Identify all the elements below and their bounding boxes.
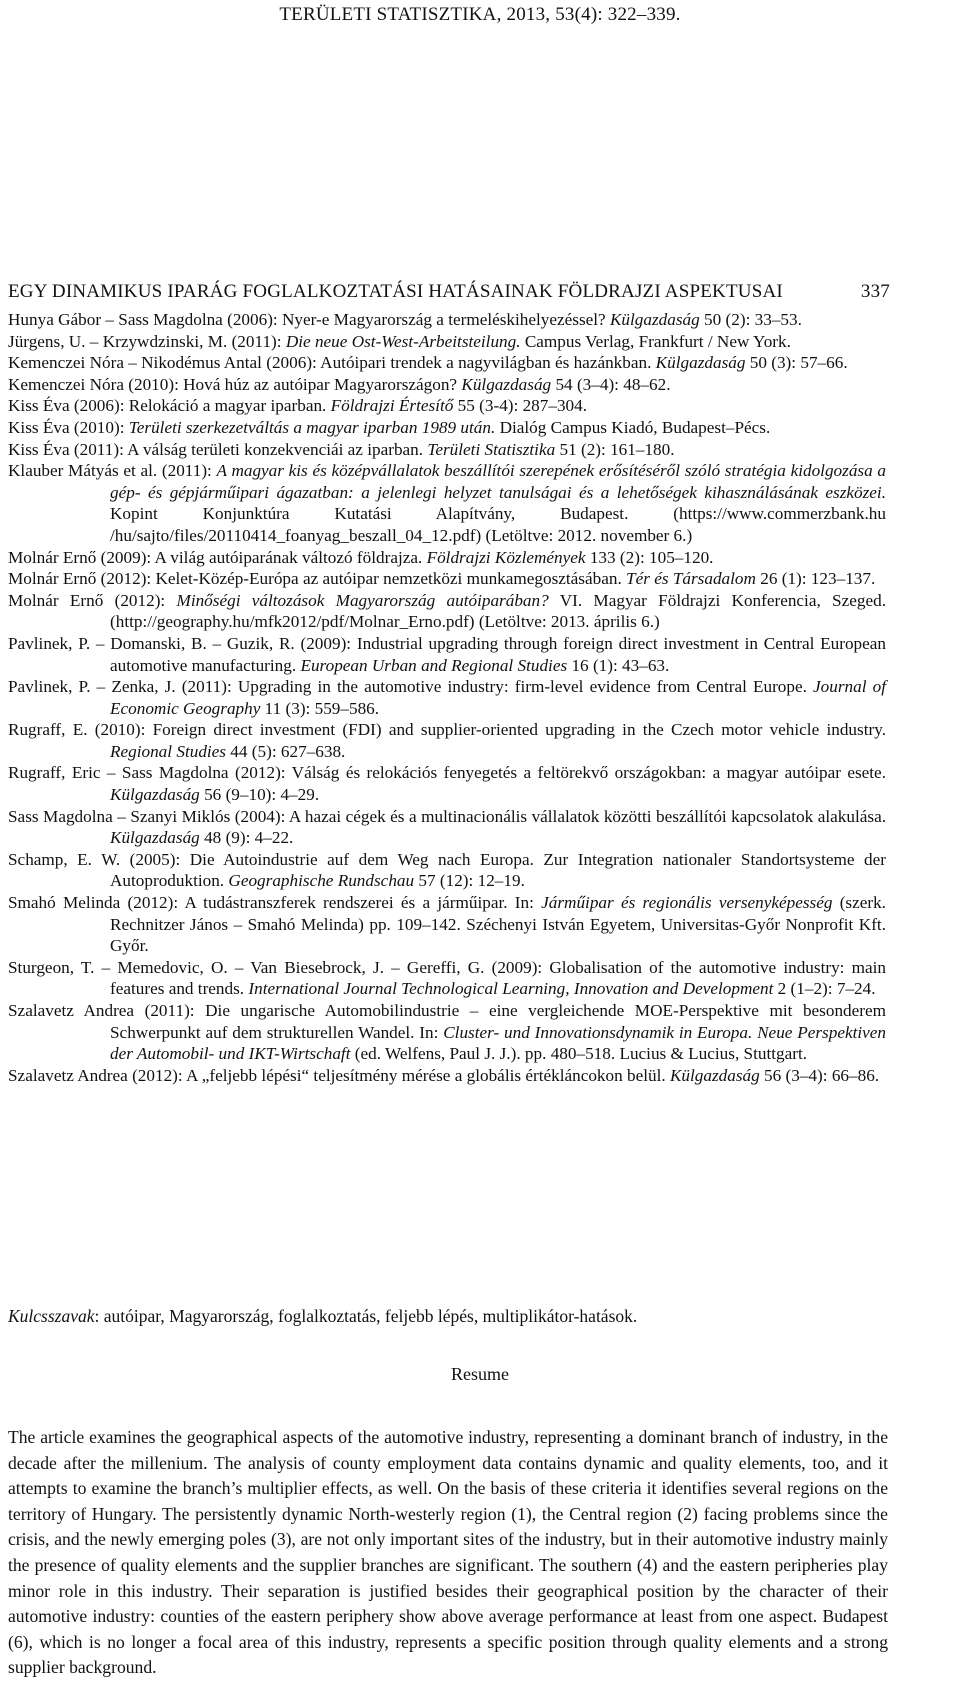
reference-text-part: 50 (2): 33–53. (699, 310, 802, 329)
reference-text-part: Jürgens, U. – Krzywdzinski, M. (2011): (8, 331, 286, 351)
reference-text-part: 11 (3): 559–586. (260, 698, 380, 718)
reference-text-part: 51 (2): 161–180. (555, 439, 675, 459)
reference-text-part: 55 (3-4): 287–304. (453, 396, 588, 416)
reference-text-part: 44 (5): 627–638. (226, 741, 346, 761)
reference-text-part: Kiss Éva (2011): A válság területi konzekvenciái az iparban. (8, 439, 428, 459)
reference-entry (8, 460, 886, 546)
reference-italic-part: Területi szerkezetváltás a magyar iparban 1989 után. (128, 417, 496, 437)
reference-text-part: Kemenczei Nóra – Nikodémus Antal (2006): Autóipari trendek a nagyvilágban és hazánkban. (8, 353, 656, 373)
reference-text-part: Rugraff, E. (2010): Foreign direct investment (FDI) and supplier-oriented upgrading in the Czech motor vehicle industry. (8, 720, 886, 740)
reference-entry (8, 590, 886, 633)
reference-entry (8, 547, 886, 569)
reference-entry (8, 331, 886, 353)
reference-text-part: 16 (1): 43–63. (567, 655, 670, 675)
reference-text-part: Klauber Mátyás et al. (2011): (8, 461, 217, 481)
reference-text-part: 57 (12): 12–19. (414, 871, 525, 891)
reference-italic-part: Geographische Rundschau (228, 871, 415, 891)
reference-italic-part: Die neue Ost-West-Arbeitsteilung. (285, 331, 521, 351)
reference-entry (8, 1000, 886, 1065)
reference-text-part: Rugraff, Eric – Sass Magdolna (2012): Válság és relokációs fenyegetés a feltörekvő országokban: a magyar autóipar esete. (8, 763, 886, 783)
reference-text-part: Szalavetz Andrea (2011): Die ungarische Automobilindustrie – eine vergleichende MOE-Perspektive mit besonderem Schwerpunkt auf dem strukturellen Wandel. In: (8, 1001, 886, 1042)
reference-entry (8, 1065, 886, 1087)
reference-text-part: 133 (2): 105–120. (585, 547, 714, 567)
reference-text-part: (szerk. Rechnitzer János – Smahó Melinda) pp. 109–142. Széchenyi István Egyetem, Universitas-Győr Nonprofit Kft. Győr. (110, 893, 886, 956)
reference-text-part: Pavlinek, P. – Domanski, B. – Guzik, R. (2009): Industrial upgrading through foreign direct investment in Central European automotive manufacturing. (8, 633, 886, 675)
running-head: TERÜLETI STATISZTIKA, 2013, 53(4): 322–339. (279, 4, 681, 25)
reference-text-part: (ed. Welfens, Paul J. J.). pp. 480–518. Lucius & Lucius, Stuttgart. (350, 1044, 808, 1064)
reference-text-part: Kemenczei Nóra (2010): Hová húz az autóipar Magyarországon? (8, 374, 462, 394)
reference-italic-part: European Urban and Regional Studies (300, 655, 568, 675)
reference-italic-part: Minőségi változások Magyarország autóiparában? (176, 590, 549, 610)
reference-italic-part: Külgazdaság (655, 353, 746, 373)
reference-italic-part: International Journal Technological Learning, Innovation and Development (248, 979, 774, 999)
reference-text-part: Sturgeon, T. – Memedovic, O. – Van Biesebrock, J. – Gereffi, G. (2009): Globalisation of the automotive industry: main features and trends. (8, 957, 886, 999)
reference-italic-part: Földrajzi Értesítő (330, 396, 454, 416)
reference-italic-part: Járműipar és regionális versenyképesség (541, 893, 833, 913)
reference-text-part: 2 (1–2): 7–24. (773, 979, 876, 999)
reference-italic-part: Külgazdaság (461, 374, 552, 394)
keywords-text: : autóipar, Magyarország, foglalkoztatás, feljebb lépés, multiplikátor-hatások. (94, 1306, 638, 1326)
reference-text-part: 56 (9–10): 4–29. (199, 785, 320, 805)
reference-entry (8, 352, 886, 374)
reference-italic-part: Journal of Economic Geography (110, 677, 886, 718)
reference-entry (8, 417, 886, 439)
reference-entry (8, 957, 886, 1000)
reference-text-part: Kopint Konjunktúra Kutatási Alapítvány, Budapest. (https://www.commerzbank.hu /hu/sajto/files/20110414_foanyag_beszall_04_12.pdf) (Letöltve: 2012. november 6.) (110, 504, 886, 545)
reference-text-part: 26 (1): 123–137. (755, 569, 876, 589)
reference-entry (8, 892, 886, 957)
reference-text-part: 54 (3–4): 48–62. (551, 374, 671, 394)
resume-heading: Resume (451, 1364, 509, 1384)
reference-entry (8, 374, 886, 396)
reference-entry (8, 439, 886, 461)
reference-italic-part: A magyar kis és középvállalatok beszállítói szerepének erősítéséről szóló stratégia kidolgozása a gép- és gépjárműipari ágazatban: a jelenlegi helyzet tanulságai és a lehetőségek kihasználásának eszközei. (110, 461, 886, 502)
reference-entry (8, 309, 886, 331)
reference-text-part: Kiss Éva (2010): (8, 417, 129, 437)
reference-entry (8, 806, 886, 849)
reference-italic-part: Külgazdaság (609, 310, 700, 329)
reference-text-part: Hunya Gábor – Sass Magdolna (2006): Nyer-e Magyarország a termeléskihelyezéssel? (8, 310, 610, 329)
reference-text-part: Schamp, E. W. (2005): Die Autoindustrie auf dem Weg nach Europa. Zur Integration nationaler Standortsysteme der Autoproduktion. (8, 849, 886, 891)
reference-text-part: 48 (9): 4–22. (199, 828, 294, 848)
reference-italic-part: Külgazdaság (110, 828, 200, 848)
reference-text-part: Campus Verlag, Frankfurt / New York. (520, 331, 791, 351)
reference-italic-part: Földrajzi Közlemények (426, 547, 586, 567)
reference-text-part: VI. Magyar Földrajzi Konferencia, Szeged. (http://geography.hu/mfk2012/pdf/Molnar_Erno.pdf) (Letöltve: 2013. április 6.) (110, 590, 886, 632)
reference-italic-part: Területi Statisztika (427, 439, 556, 459)
reference-entry (8, 568, 886, 590)
reference-text-part: Pavlinek, P. – Zenka, J. (2011): Upgrading in the automotive industry: firm-level evidence from Central Europe. (8, 677, 814, 697)
reference-list (8, 309, 886, 1086)
reference-italic-part: Tér és Társadalom (626, 569, 756, 589)
reference-entry (8, 395, 886, 417)
page-number: 337 (860, 281, 890, 302)
reference-text-part: 50 (3): 57–66. (745, 353, 848, 373)
reference-entry (8, 849, 886, 892)
reference-entry (8, 719, 886, 762)
reference-text-part: Molnár Ernő (2012): Kelet-Közép-Európa az autóipar nemzetközi munkamegosztásában. (8, 569, 627, 589)
keywords-label: Kulcsszavak (8, 1306, 95, 1326)
resume-body: The article examines the geographical aspects of the automotive industry, representing a dominant branch of industry, in the decade after the millenium. The analysis of county employment data contains dynamic and quality elements, too, and it attempts to examine the branch’s multiplier effects, as well. On the basis of these criteria it identifies several regions on the territory of Hungary. The persistently dynamic North-westerly region (1), the Central region (2) facing problems since the crisis, and the newly emerging poles (3), are not only important sites of the industry, but in their automotive industry mainly the presence of quality elements and the supplier branches are significant. The southern (4) and the eastern peripheries play minor role in this industry. Their separation is justified besides their geographical position by the character of their automotive industry: counties of the eastern periphery show above average performance at least from one aspect. Budapest (6), which is no longer a focal area of this industry, represents a specific position through quality elements and a strong supplier background. (8, 1427, 888, 1678)
reference-italic-part: Cluster- und Innovationsdynamik in Europa. Neue Perspektiven der Automobil- und IKT-Wirtschaft (110, 1022, 886, 1064)
reference-text-part: 56 (3–4): 66–86. (759, 1065, 880, 1085)
reference-italic-part: Regional Studies (110, 741, 226, 761)
reference-text-part: Molnár Ernő (2012): (8, 590, 177, 610)
reference-text-part: Molnár Ernő (2009): A világ autóiparának változó földrajza. (8, 547, 427, 567)
keywords-line (8, 1306, 888, 1327)
reference-entry (8, 762, 886, 805)
reference-entry (8, 633, 886, 676)
reference-text-part: Sass Magdolna – Szanyi Miklós (2004): A hazai cégek és a multinacionális vállalatok közötti beszállítói kapcsolatok alakulása. (8, 806, 886, 826)
reference-text-part: Smahó Melinda (2012): A tudástranszferek rendszerei és a járműipar. In: (8, 893, 542, 913)
section-heading (8, 281, 890, 303)
reference-italic-part: Külgazdaság (669, 1065, 760, 1085)
reference-entry (8, 676, 886, 719)
reference-text-part: Kiss Éva (2006): Relokáció a magyar iparban. (8, 396, 331, 416)
reference-text-part: Dialóg Campus Kiadó, Budapest–Pécs. (495, 417, 771, 437)
reference-text-part: Szalavetz Andrea (2012): A „feljebb lépési“ teljesítmény mérése a globális értékláncokon belül. (8, 1065, 670, 1085)
section-title: EGY DINAMIKUS IPARÁG FOGLALKOZTATÁSI HATÁSAINAK FÖLDRAJZI ASPEKTUSAI (8, 281, 783, 302)
reference-italic-part: Külgazdaság (110, 785, 200, 805)
